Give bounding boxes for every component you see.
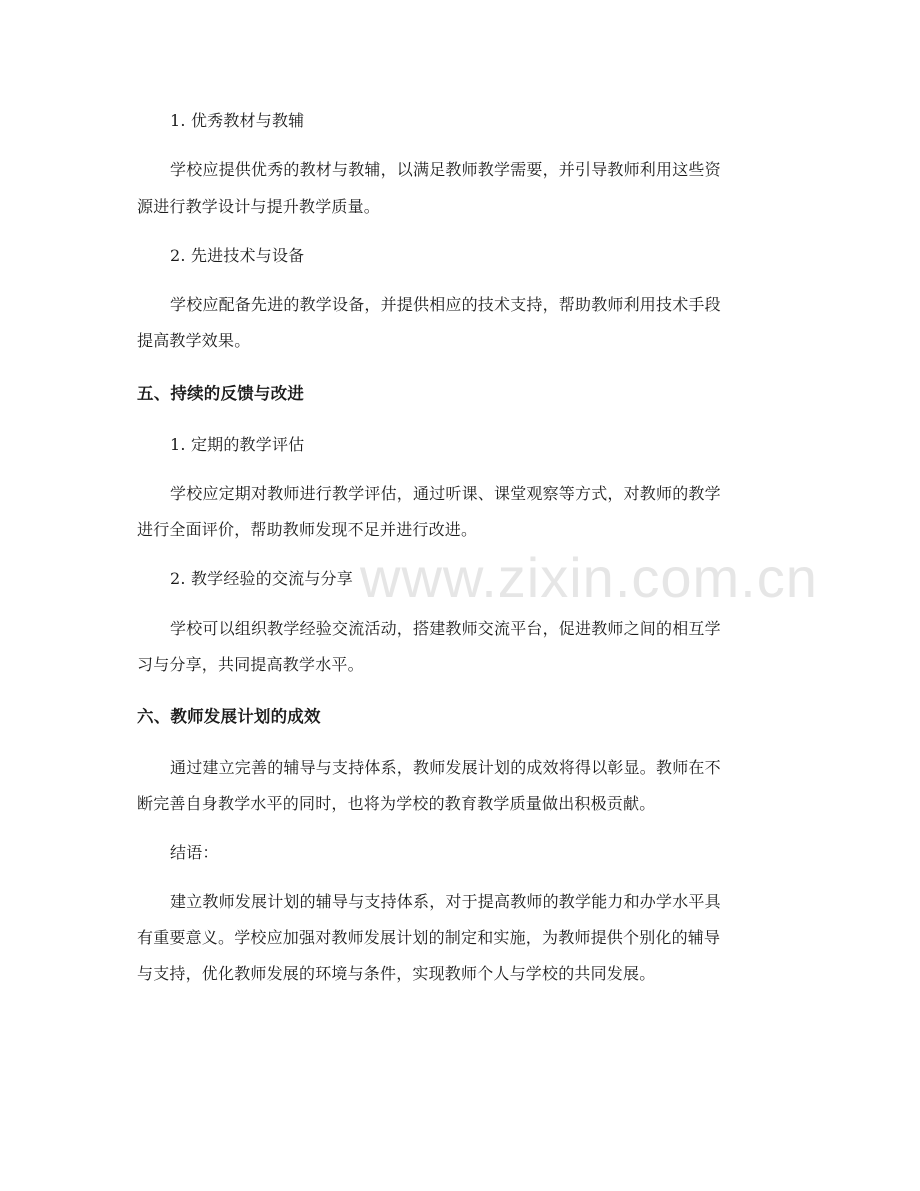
paragraph-line: 建立教师发展计划的辅导与支持体系，对于提高教师的教学能力和办学水平具 [170, 892, 721, 911]
item-title: 1. 定期的教学评估 [170, 435, 305, 454]
paragraph-line: 有重要意义。学校应加强对教师发展计划的制定和实施，为教师提供个别化的辅导 [137, 928, 721, 947]
paragraph-line: 与支持，优化教师发展的环境与条件，实现教师个人与学校的共同发展。 [137, 964, 656, 983]
paragraph-line: 学校可以组织教学经验交流活动，搭建教师交流平台，促进教师之间的相互学 [170, 619, 721, 638]
paragraph-line: 习与分享，共同提高教学水平。 [137, 655, 364, 674]
paragraph-line: 进行全面评价，帮助教师发现不足并进行改进。 [137, 520, 478, 539]
paragraph-line: 源进行教学设计与提升教学质量。 [137, 197, 381, 216]
paragraph-line: 提高教学效果。 [137, 331, 251, 350]
paragraph-line: 学校应提供优秀的教材与教辅，以满足教师教学需要，并引导教师利用这些资 [170, 160, 721, 179]
section-heading: 五、持续的反馈与改进 [137, 384, 304, 403]
item-title: 1. 优秀教材与教辅 [170, 111, 305, 130]
item-title: 2. 教学经验的交流与分享 [170, 569, 353, 588]
paragraph-line: 学校应配备先进的教学设备，并提供相应的技术支持，帮助教师利用技术手段 [170, 295, 721, 314]
paragraph-line: 学校应定期对教师进行教学评估，通过听课、课堂观察等方式，对教师的教学 [170, 484, 721, 503]
paragraph-line: 通过建立完善的辅导与支持体系，教师发展计划的成效将得以彰显。教师在不 [170, 758, 721, 777]
conclusion-label: 结语： [170, 843, 219, 862]
section-heading: 六、教师发展计划的成效 [137, 707, 321, 726]
item-title: 2. 先进技术与设备 [170, 246, 305, 265]
paragraph-line: 断完善自身教学水平的同时，也将为学校的教育教学质量做出积极贡献。 [137, 794, 656, 813]
watermark: www.zixin.com.cn [360, 546, 818, 609]
